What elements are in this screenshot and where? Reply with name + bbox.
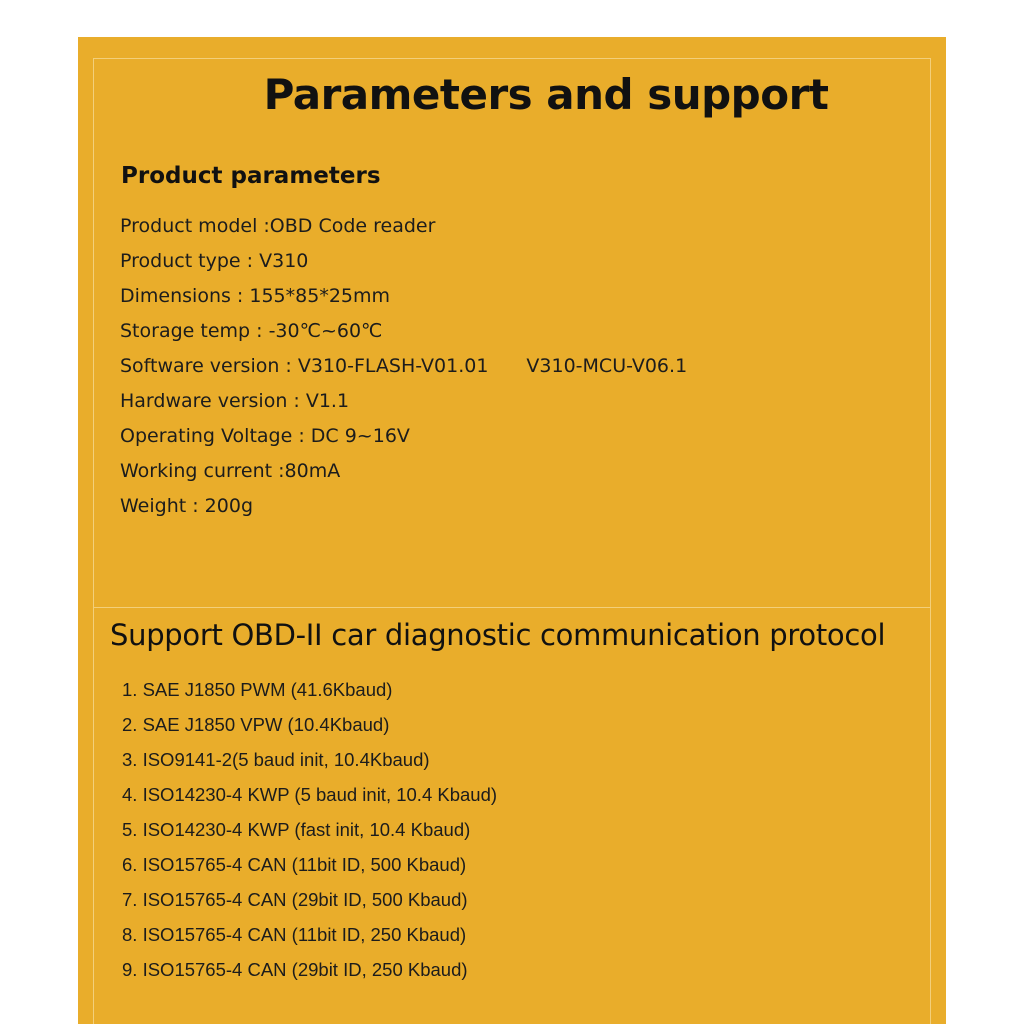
protocol-item: 9. ISO15765-4 CAN (29bit ID, 250 Kbaud) bbox=[122, 959, 468, 980]
param-text: Software version : V310-FLASH-V01.01 bbox=[120, 355, 489, 377]
support-protocol-heading: Support OBD-II car diagnostic communication protocol bbox=[110, 618, 886, 652]
param-text: Working current :80mA bbox=[120, 460, 341, 482]
param-text: Hardware version : V1.1 bbox=[120, 390, 350, 412]
section-divider bbox=[93, 607, 931, 608]
product-parameters-list bbox=[120, 212, 687, 527]
product-parameters-heading: Product parameters bbox=[121, 163, 381, 189]
protocol-item: 7. ISO15765-4 CAN (29bit ID, 500 Kbaud) bbox=[122, 889, 468, 910]
param-weight bbox=[120, 492, 687, 527]
param-text: Product type : V310 bbox=[120, 250, 309, 272]
protocol-item: 8. ISO15765-4 CAN (11bit ID, 250 Kbaud) bbox=[122, 924, 467, 945]
param-text: Operating Voltage : DC 9~16V bbox=[120, 425, 410, 447]
protocol-item: 3. ISO9141-2(5 baud init, 10.4Kbaud) bbox=[122, 749, 430, 770]
param-text: Product model :OBD Code reader bbox=[120, 215, 436, 237]
param-software-version-mcu: V310-MCU-V06.1 bbox=[526, 355, 688, 377]
param-hardware-version bbox=[120, 387, 687, 422]
param-product-model bbox=[120, 212, 687, 247]
param-text: Dimensions : 155*85*25mm bbox=[120, 285, 391, 307]
protocol-item: 5. ISO14230-4 KWP (fast init, 10.4 Kbaud) bbox=[122, 819, 471, 840]
protocol-item: 4. ISO14230-4 KWP (5 baud init, 10.4 Kbaud) bbox=[122, 784, 498, 805]
param-text: Weight : 200g bbox=[120, 495, 253, 517]
param-dimensions bbox=[120, 282, 687, 317]
param-text: Storage temp : -30℃~60℃ bbox=[120, 320, 383, 342]
protocol-item: 6. ISO15765-4 CAN (11bit ID, 500 Kbaud) bbox=[122, 854, 467, 875]
param-working-current bbox=[120, 457, 687, 492]
page-title: Parameters and support bbox=[263, 70, 829, 119]
param-product-type bbox=[120, 247, 687, 282]
protocol-list bbox=[122, 675, 497, 990]
param-storage-temp bbox=[120, 317, 687, 352]
protocol-item: 1. SAE J1850 PWM (41.6Kbaud) bbox=[122, 679, 393, 700]
param-operating-voltage bbox=[120, 422, 687, 457]
protocol-item: 2. SAE J1850 VPW (10.4Kbaud) bbox=[122, 714, 390, 735]
param-software-version bbox=[120, 352, 687, 387]
